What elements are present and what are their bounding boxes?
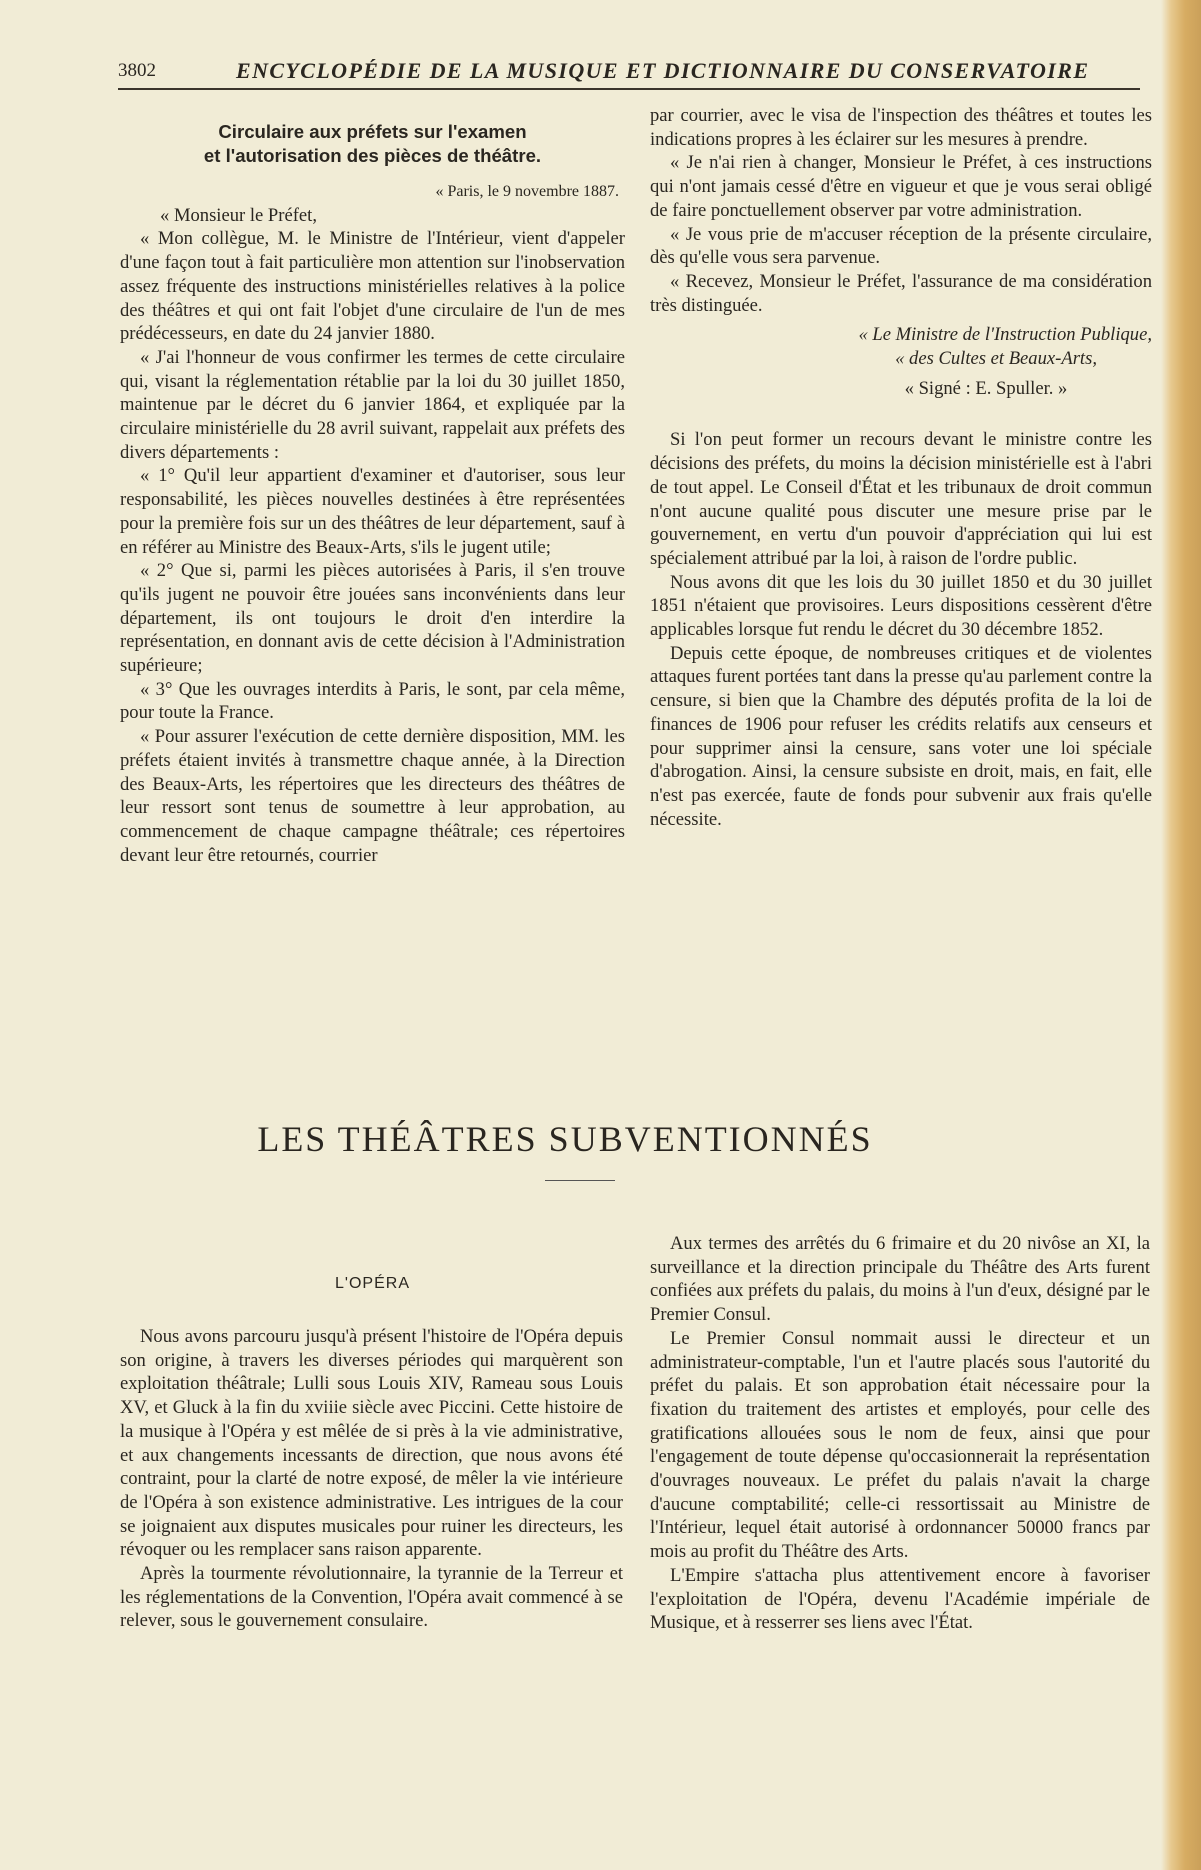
subsection-heading: L'OPÉRA xyxy=(335,1275,410,1292)
page-number: 3802 xyxy=(118,60,156,81)
column-right-bottom xyxy=(650,1232,1150,1635)
circular-salutation: « Monsieur le Préfet, xyxy=(160,204,317,226)
section-title: LES THÉÂTRES SUBVENTIONNÉS xyxy=(257,1119,873,1159)
circular-paragraph: « Mon collègue, M. le Ministre de l'Intérieur, vient d'appeler d'une façon tout à fait particulière mon attention sur l'inobservation assez fréquente des instructions ministérielles relatives à la police des théâtres et qui ont fait l'objet d'une circulaire de l'un de mes prédécesseurs, en date du 24 janvier 1880. xyxy=(120,228,625,345)
page-header xyxy=(118,58,1140,90)
column-left-top xyxy=(120,120,625,867)
circular-paragraph: « Je vous prie de m'accuser réception de la présente circulaire, dès qu'elle vous sera parvenue. xyxy=(650,223,1152,269)
commentary-paragraph: Si l'on peut former un recours devant le ministre contre les décisions des préfets, du moins la décision ministérielle est à l'abri de tout appel. Le Conseil d'État et les tribunaux de droit commun n'ont aucune qualité pous discuter une mesure prise par le gouvernement, en vertu d'un pouvoir d'appréciation qui lui est spécialement attribué par la loi, à raison de l'ordre public. xyxy=(650,429,1152,569)
commentary-paragraph: Nous avons dit que les lois du 30 juillet 1850 et du 30 juillet 1851 n'étaient que provisoires. Leurs dispositions cessèrent d'être applicables lorsque fut rendu le décret du 30 décembre 1852. xyxy=(650,571,1152,641)
circular-paragraph: « 2° Que si, parmi les pièces autorisées à Paris, il s'en trouve qu'ils jugent ne pouvoir être jouées sans inconvénients dans leur département, ils ont toujours le droit d'en interdire la représentation, en donnant avis de cette décision à l'Administration supérieure; xyxy=(120,560,625,677)
signature-line: « des Cultes et Beaux-Arts, xyxy=(895,348,1097,370)
circular-paragraph: par courrier, avec le visa de l'inspection des théâtres et toutes les indications propres à les éclairer sur les mesures à prendre. xyxy=(650,105,1152,150)
circular-paragraph: « Je n'ai rien à changer, Monsieur le Préfet, à ces instructions qui n'ont jamais cessé d'être en vigueur et que je vous serai obligé de faire ponctuellement observer par votre administration. xyxy=(650,152,1152,221)
opera-paragraph: L'Empire s'attacha plus attentivement encore à favoriser l'exploitation de l'Opéra, devenu l'Académie impériale de Musique, et à resserrer ses liens avec l'État. xyxy=(650,1564,1150,1634)
circular-paragraph: « J'ai l'honneur de vous confirmer les termes de cette circulaire qui, visant la réglementation rétablie par la loi du 30 juillet 1850, maintenue par le décret du 6 janvier 1864, et expliquée par la circulaire ministérielle du 28 avril suivant, rappelait aux préfets des divers départements : xyxy=(120,346,625,463)
circular-title-line1: Circulaire aux préfets sur l'examen xyxy=(218,121,527,142)
opera-paragraph: Aux termes des arrêtés du 6 frimaire et du 20 nivôse an XI, la surveillance et la direction principale du Théâtre des Arts furent confiées aux préfets du palais, du moins à l'un d'eux, désigné par le Premier Consul. xyxy=(650,1233,1150,1326)
opera-paragraph: Nous avons parcouru jusqu'à présent l'histoire de l'Opéra depuis son origine, à travers les diverses périodes qui marquèrent son exploitation théâtrale; Lulli sous Louis XIV, Rameau sous Louis XV, et Gluck à la fin du xviiie siècle avec Piccini. Cette histoire de la musique à l'Opéra y est mêlée de si près à la vie administrative, et aux changements incessants de direction, que nous avons été contraint, pour la clarté de notre exposé, de mêler la vie intérieure de l'Opéra à son existence administrative. Les intrigues de la cour se joignaient aux disputes musicales pour ruiner les directeurs, les révoquer ou les remplacer sans raison apparente. xyxy=(120,1326,623,1561)
running-title: ENCYCLOPÉDIE DE LA MUSIQUE ET DICTIONNAIRE DU CONSERVATOIRE xyxy=(236,58,1090,83)
commentary-paragraph: Depuis cette époque, de nombreuses critiques et de violentes attaques furent portées tant dans la presse qu'au parlement contre la censure, si bien que la Chambre des députés profita de la loi de finances de 1906 pour refuser les crédits relatifs aux censeurs et pour supprimer ainsi la censure, sans voter une loi spéciale d'abrogation. Ainsi, la censure subsiste en droit, mais, en fait, elle n'est pas exercée, faute de fonds pour subvenir aux frais qu'elle nécessite. xyxy=(650,642,1152,830)
section-divider xyxy=(545,1180,615,1181)
column-left-bottom xyxy=(120,1325,623,1633)
page-edge-shadow xyxy=(1161,0,1201,1870)
circular-paragraph: « 3° Que les ouvrages interdits à Paris, le sont, par cela même, pour toute la France. xyxy=(120,678,625,724)
circular-paragraph: « Pour assurer l'exécution de cette dernière disposition, MM. les préfets étaient invités à transmettre chaque année, à la Direction des Beaux-Arts, les répertoires que les directeurs des théâtres de leur ressort sont tenus de soumettre à leur approbation, au commencement de chaque campagne théâtrale; ces répertoires devant leur être retournés, courrier xyxy=(120,726,625,866)
opera-paragraph: Le Premier Consul nommait aussi le directeur et un administrateur-comptable, l'un et l'autre placés sous l'autorité du préfet du palais. Et son approbation était nécessaire pour la fixation du traitement des artistes et employés, pour celle des gratifications allouées sous le nom de feux, ainsi que pour l'engagement de toute dépense qu'occasionnerait la représentation d'ouvrages nouveaux. Le préfet du palais n'avait la charge d'aucune comptabilité; celle-ci ressortissait au Ministre de l'Intérieur, lequel était autorisé à ordonnancer 50000 francs par mois au profit du Théâtre des Arts. xyxy=(650,1327,1150,1563)
circular-title-line2: et l'autorisation des pièces de théâtre. xyxy=(203,145,542,166)
opera-paragraph: Après la tourmente révolutionnaire, la tyrannie de la Terreur et les réglementations de la Convention, l'Opéra avait commencé à se relever, sous le gouvernement consulaire. xyxy=(120,1563,623,1632)
column-right-top xyxy=(650,104,1152,831)
signature-line: « Le Ministre de l'Instruction Publique, xyxy=(858,324,1152,346)
circular-paragraph: « Recevez, Monsieur le Préfet, l'assurance de ma considération très distinguée. xyxy=(650,270,1152,316)
signature-name: « Signé : E. Spuller. » xyxy=(904,377,1068,399)
circular-dateline: « Paris, le 9 novembre 1887. xyxy=(435,183,619,200)
circular-paragraph: « 1° Qu'il leur appartient d'examiner et d'autoriser, sous leur responsabilité, les pièces nouvelles destinées à être représentées pour la première fois sur un des théâtres de leur département, sauf à en référer au Ministre des Beaux-Arts, s'ils le jugent utile; xyxy=(120,465,625,558)
